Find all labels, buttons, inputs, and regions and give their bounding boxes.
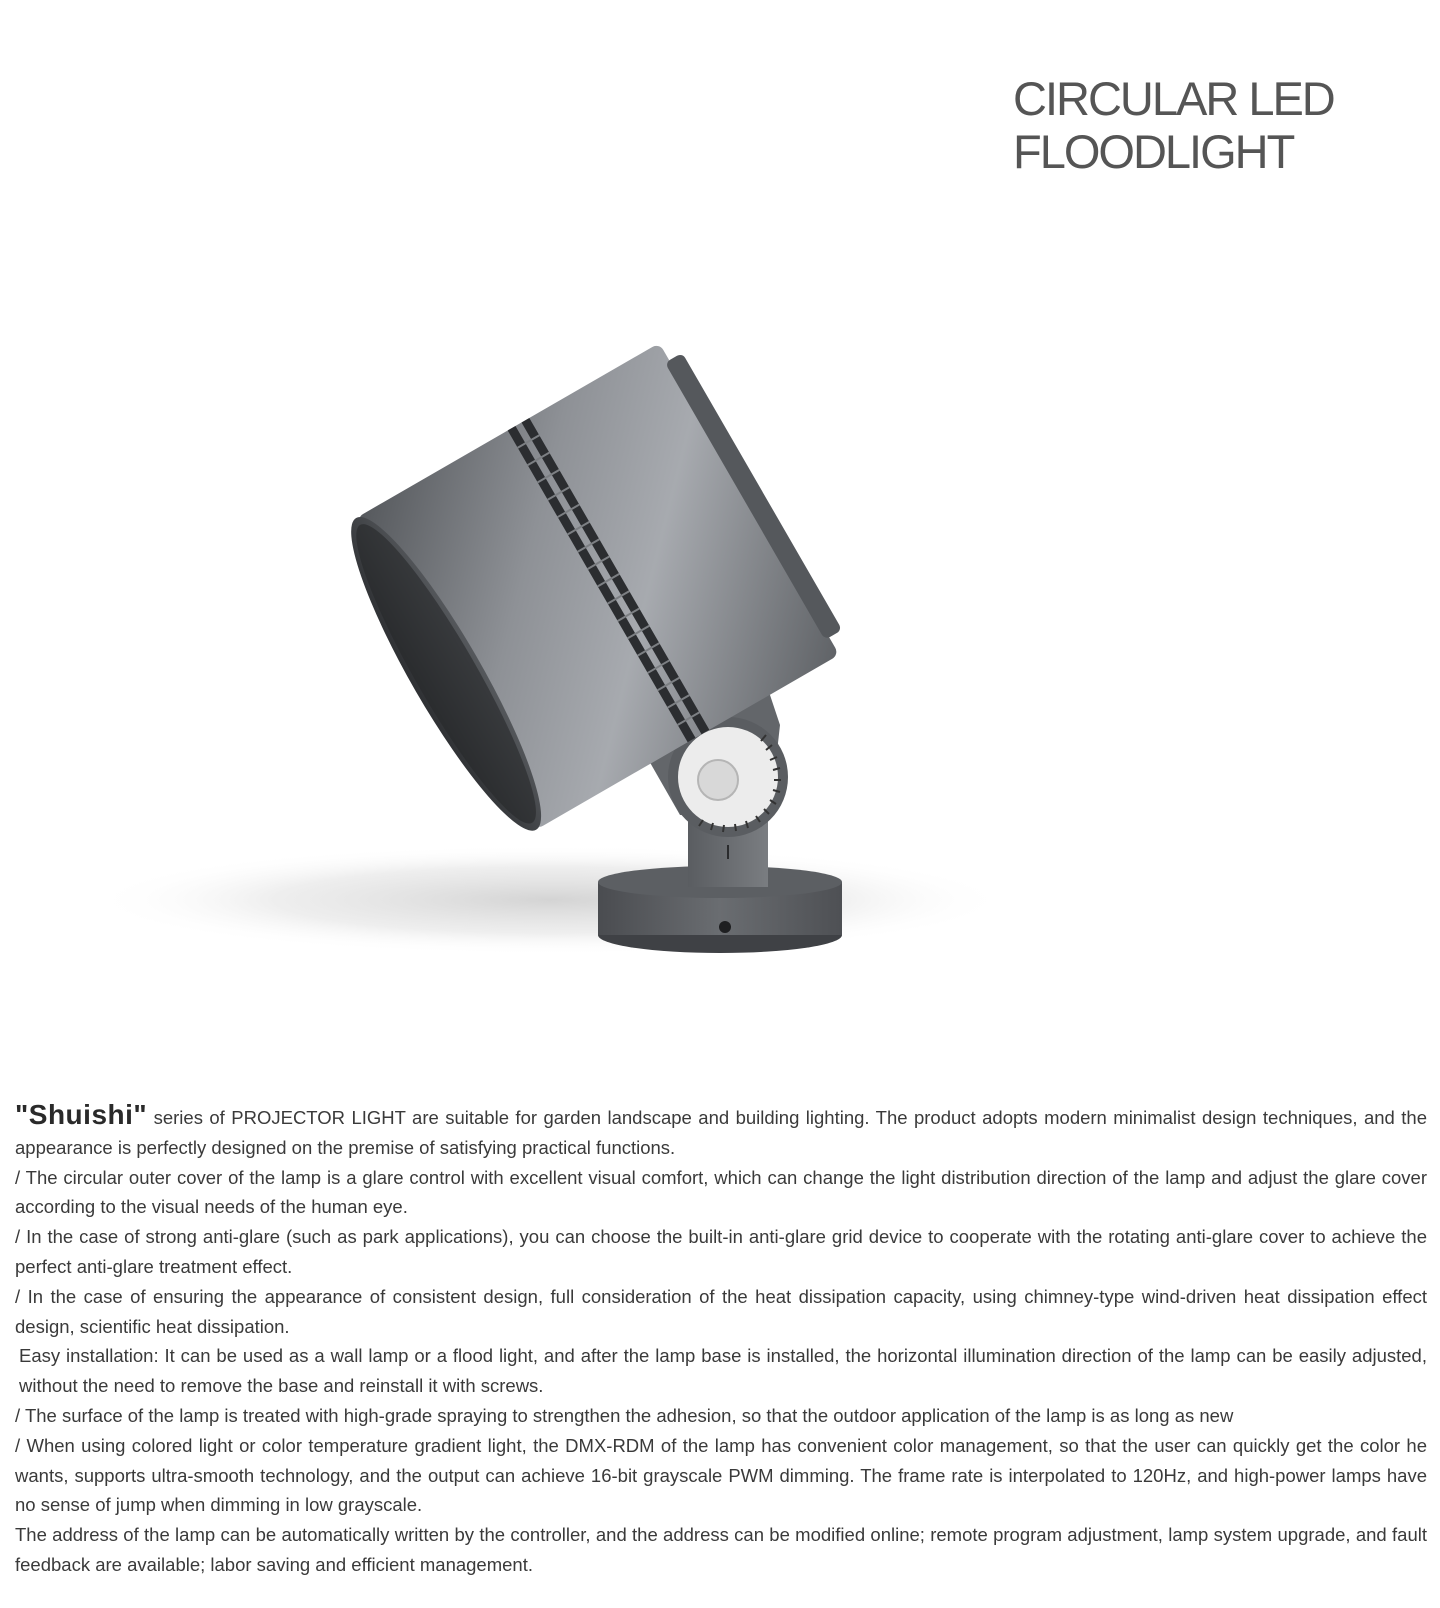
intro-text: series of PROJECTOR LIGHT are suitable for garden landscape and building lighting. The product adopts modern minimalist design techniques, and the appearance is perfectly designed on the premise of satisfying practical functions.: [15, 1107, 1427, 1158]
page-title: [1013, 72, 1334, 178]
description-paragraph-installation: Easy installation: It can be used as a wall lamp or a flood light, and after the lamp base is installed, the horizontal illumination direction of the lamp can be easily adjusted, without the need to remove the base and reinstall it with screws.: [19, 1345, 1427, 1397]
description-paragraph-glare-cover: / The circular outer cover of the lamp is a glare control with excellent visual comfort, which can change the light distribution direction of the lamp and adjust the glare cover according to the visual needs of the human eye.: [15, 1166, 1427, 1218]
description-paragraph-surface: / The surface of the lamp is treated with high-grade spraying to strengthen the adhesion, so that the outdoor application of the lamp is as long as new: [15, 1404, 1234, 1426]
floodlight-product-image: [80, 255, 1060, 1015]
brand-name: "Shuishi": [15, 1099, 148, 1130]
description-intro: [15, 1100, 1427, 1163]
page-title-line-2: FLOODLIGHT: [1013, 125, 1294, 178]
base-screw-hole: [719, 921, 731, 933]
description-paragraph-anti-glare: / In the case of strong anti-glare (such as park applications), you can choose the built-in anti-glare grid device to cooperate with the rotating anti-glare cover to achieve the perfect anti-glare treatment effect.: [15, 1226, 1427, 1277]
tilt-dial-center: [698, 760, 738, 800]
page-title-line-1: CIRCULAR LED: [1013, 72, 1334, 125]
description-paragraph-heat: / In the case of ensuring the appearance of consistent design, full consideration of the heat dissipation capacity, using chimney-type wind-driven heat dissipation effect design, scientific heat dissipation.: [15, 1285, 1427, 1337]
description-paragraph-dmx: / When using colored light or color temperature gradient light, the DMX-RDM of the lamp has convenient color management, so that the user can quickly get the color he wants, supports ultra-smooth technology, and the output can achieve 16-bit grayscale PWM dimming. The frame rate is interpolated to 120Hz, and high-power lamps have no sense of jump when dimming in low grayscale.: [15, 1434, 1427, 1516]
product-description: [15, 1100, 1427, 1580]
floor-shadow: [90, 845, 1010, 955]
description-paragraph-address: The address of the lamp can be automatically written by the controller, and the address can be modified online; remote program adjustment, lamp system upgrade, and fault feedback are available; labor saving and efficient management.: [15, 1524, 1427, 1575]
